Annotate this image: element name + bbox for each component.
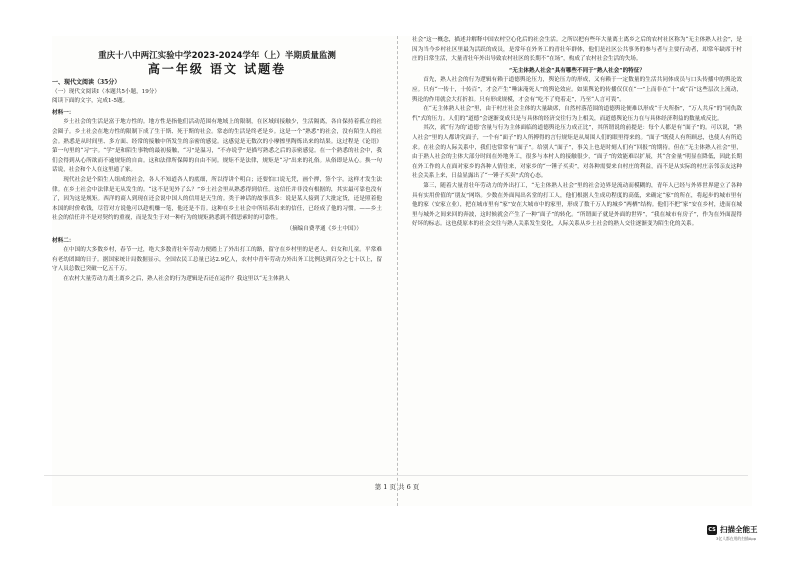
exam-page [52, 36, 752, 506]
sub-section-heading: （一）现代文阅读Ⅰ（本题共5小题，19分） [52, 88, 160, 95]
paragraph: 第三，随着大量青壮年劳动力的外出打工，“无主体熟人社会”里的社会边界是流动而模糊的，青年人已经与外界世界建立了各种具有实用价值的“朋友”网络。少数在外面闯出名堂的打工人，他们根据人生成功程度的高低，来确定“家”的所在，将起步的城市里有他的家（安家立业），把在城市里有“家”安在大城市中的家里，形成了数千万人的城乡“两栖”结构。他们不把“家”安在乡村，进而在城里与城外之间来回的奔波，这时候就会产生了一种“面子”的转化。“所谓面子就是外面的世界”，“我在城市有房子”，作为在外面混得好坏的标志。这也使原本的社会交往与熟人关系发生变化，人际关系从乡土社会的熟人交往逐渐变为陌生化的关系。 [412, 182, 742, 228]
paragraph: 现代社会是个陌生人组成的社会，各人不知道各人的底细，所以得讲个明白；还要怕口说无凭，画个押，签个字。这样才发生法律。在乡土社会中法律是无从发生的。“这不是见外了么？”乡土社会里从熟悉得到信任。这信任并非没有根据的，其实最可靠也没有了，因为这是规矩。西洋的商人到现在还会说中国人的信用是天生的。类于神话的故事真多：说是某人接到了大批定货，还是照着他本国的时价收钱，尽管对方说他可以趁机赚一笔，他还是不肯。这种在乡土社会中所培养出来的信任，已经成了他的习惯。——乡土社会的信任并不是对契约的重视，而是发生于对一种行为的规矩熟悉到不假思索时的可靠性。 [52, 176, 382, 222]
exam-title: 重庆十八中两江实验中学2023-2024学年（上）半期质量监测 [98, 51, 336, 61]
camscanner-logo-icon: CS [708, 527, 716, 533]
camscanner-name: 扫描全能王 [720, 525, 758, 534]
material-one-heading: 材料一： [52, 109, 75, 116]
paragraph: 在农村大量劳动力离土离乡之后，熟人社会的行为逻辑是否还在运作？我这里以“无主体熟人 [63, 275, 290, 282]
exam-subtitle: 高一年级 语文 试题卷 [147, 62, 287, 76]
paragraph: 乡土社会的生活是富于地方性的。地方性是指他们活动范围有地域上的限制，在区域间接触少，生活隔离，各自保持着孤立的社会圈子。乡土社会在地方性的限制下成了生于斯、死于斯的社会。常态的生活是终老是乡。这是一个“熟悉”的社会，没有陌生人的社会。熟悉是从时间里、多方面、经常的接触中所发生的亲密的感觉。这感觉是无数次的小摩擦里陶炼出来的结果。这过程是《论语》第一句里的“习”字。“学”是和陌生事物的最初接触，“习”是温习，“不亦说乎”是描写熟悉之后的亲密感觉。在一个熟悉的社会中，我们会得到从心所欲而不逾规矩的自由。这和法律所保障的自由不同。规矩不是法律，规矩是“习”出来的礼俗。从俗即是从心。换一句话说，社会和个人在这里通了家。 [52, 119, 382, 174]
paragraph: 首先，熟人社会的行为逻辑有赖于道德舆论压力，舆论压力的形成，又有赖于一定数量的生活共同体成员与口头传播中的舆论效应。只有“一传十，十传百”，才会产生“唾沫淹死人”的舆论效应。如果舆论的传播仅仅在“一”上而非在“十”或“百”这些层次上流动，舆论的作用就会大打折扣。只有形成规模，才会有“吃不了兜着走”，乃至“人言可畏”。 [412, 77, 742, 103]
paragraph: 在“无主体熟人社会”里，由于村庄社会主体的大量缺席，自然村落范围的道德舆论便难以形成“千夫所指”，“万人共斥”的“同仇敌忾”式的压力。人们的“道德”会逐渐变成只是与具体的经济交往行为上相关，而道德舆论压力在与具体经济利益的数量成反比。 [412, 106, 742, 122]
right-column [412, 36, 742, 506]
left-column [52, 36, 382, 506]
paragraph: 其次，就“行为的‘道德’含量与行为主体面临的道德舆论压力成正比”，其所谓说的前提是：每个人都是有“面子”的。可以说，“熟人社会”里的人都讲究面子，一个有“面子”的人所搏得的言行规矩是从周围人们的眼里得来的。“面子”既使人有所顾忌，也使人有所追求。在社会的人际关系中，我们也常常有“面子”。给别人“面子”，事关上也是时刻人们有“回报”的期待。但在“无主体熟人社会”里，由于熟人社会的主体大部分时间在外地务工，很多与本村人的接触很少，“面子”的效能难以扩展，其“含金量”明显在降低，因此长期在外工作的人在面对家乡的各种人情往来，对家乡的“一锤子买卖”，对各种需要来自村庄的利益，而不是从实际的村庄亲邻亲友这种社会关系上来，日益显露出了“一锤子买卖”式的心态。 [412, 125, 742, 180]
footer-rule [44, 475, 748, 476]
camscanner-tagline: 3亿人都在用的扫描App [716, 536, 757, 541]
continued-paragraph: 社会”这一概念，描述并解释中国农村空心化后的社会生活。之所以把有些年大量离土离乡之后的农村社区称为“无主体熟人社会”，是因为当今乡村社区里最为活跃的成员，是常年在外务工的青壮年群体，他们是社区公共事务的参与者与主要行动者，却常年缺席于村庄的日常生活，大量青壮年外出导致农村社区的长期不“在场”，构成了农村社会生活的失场。 [412, 37, 742, 63]
column-divider [397, 36, 398, 506]
paragraph: 在中国的大多数乡村，春节一过，绝大多数青壮年劳动力便踏上了外出打工的路，留守在乡村里的是老人、妇女和儿童。平常难有老幼团圆的日子。据国家统计局数据显示，全国农民工总量已达2.9亿人，农村中青年劳动力外出务工比例达到百分之七十以上，留守人员总数已突破一亿五千万。 [52, 247, 382, 273]
instruction-text: 阅读下面的文字，完成1-5题。 [52, 98, 129, 105]
page-number: 第 1 页 共 6 页 [374, 483, 420, 491]
material-two-heading: 材料二： [52, 237, 75, 244]
question-heading: “无主体熟人社会”具有哪些不同于“熟人社会”的特征？ [509, 67, 645, 74]
section-heading: 一、现代文阅读（35分） [52, 79, 121, 86]
material-one-source: （摘编自费孝通《乡土中国》） [286, 225, 362, 232]
